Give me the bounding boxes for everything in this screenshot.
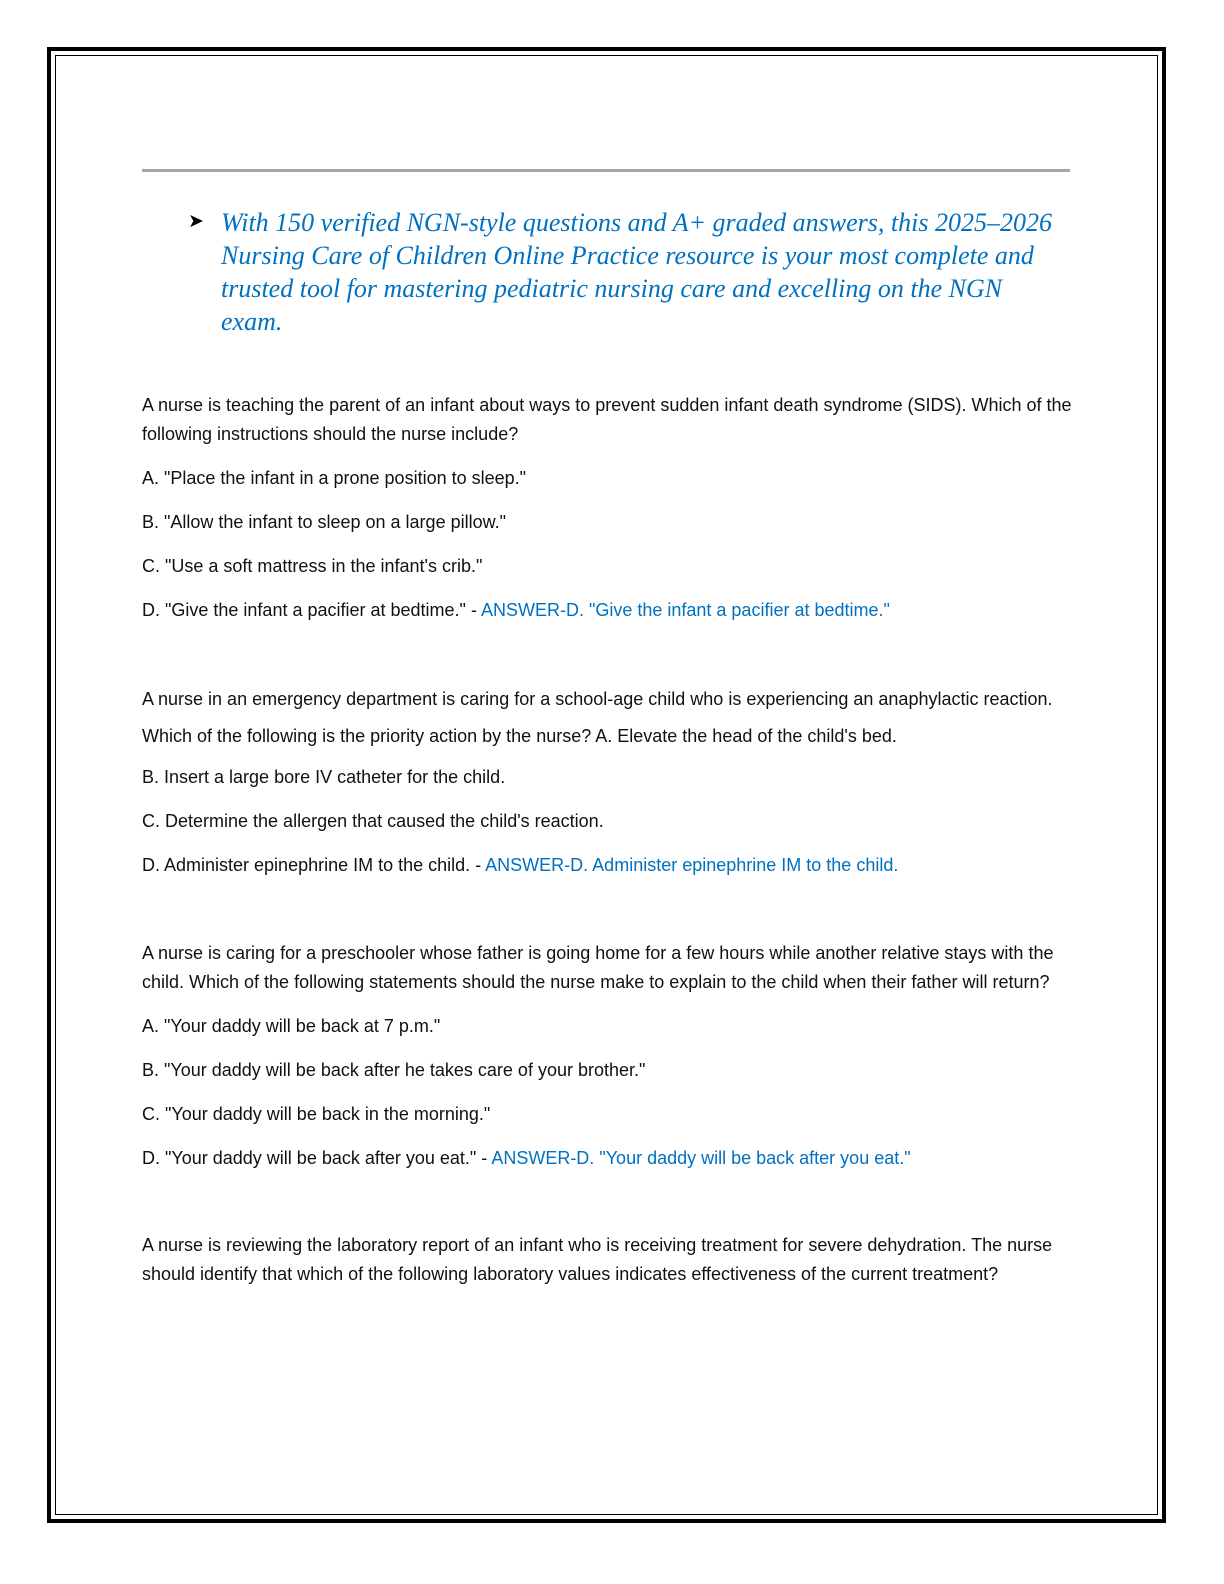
horizontal-rule xyxy=(142,169,1070,172)
option-c: C. "Use a soft mattress in the infant's crib." xyxy=(142,556,483,576)
question-stem: A nurse is teaching the parent of an infant about ways to prevent sudden infant death syndrome (SIDS). Which of the following instructions should the nurse include? xyxy=(142,395,1072,444)
option-b: B. "Your daddy will be back after he takes care of your brother." xyxy=(142,1060,646,1080)
intro-text: With 150 verified NGN-style questions and A+ graded answers, this 2025–2026 Nursing Care of Children Online Practice resource is your most complete and trusted tool for mastering pediatric nursing care and excelling on the NGN exam. xyxy=(221,208,1052,336)
option-d xyxy=(142,596,1077,625)
question-list xyxy=(142,391,1077,1289)
option-b: B. Insert a large bore IV catheter for the child. xyxy=(142,767,506,787)
question-2 xyxy=(142,681,1077,880)
question-stem: A nurse is caring for a preschooler whose father is going home for a few hours while another relative stays with the child. Which of the following statements should the nurse make to explain to the child when their father will return? xyxy=(142,943,1054,992)
question-1 xyxy=(142,391,1077,625)
question-stem: A nurse in an emergency department is caring for a school-age child who is experiencing an anaphylactic reaction. Which of the following is the priority action by the nurse? A. Elevate the head of the child's bed. xyxy=(142,689,1053,746)
intro-bullet xyxy=(188,206,1068,338)
option-a: A. "Place the infant in a prone position to sleep." xyxy=(142,468,527,488)
option-d xyxy=(142,1144,1077,1173)
option-d-text: D. "Your daddy will be back after you eat." - xyxy=(142,1148,492,1168)
option-c: C. "Your daddy will be back in the morning." xyxy=(142,1104,491,1124)
option-a: A. "Your daddy will be back at 7 p.m." xyxy=(142,1016,441,1036)
option-c: C. Determine the allergen that caused the child's reaction. xyxy=(142,811,604,831)
question-stem: A nurse is reviewing the laboratory report of an infant who is receiving treatment for severe dehydration. The nurse should identify that which of the following laboratory values indicates effectiveness of the current treatment? xyxy=(142,1235,1053,1284)
question-3 xyxy=(142,939,1077,1173)
option-d-text: D. "Give the infant a pacifier at bedtime." - xyxy=(142,600,481,620)
option-d xyxy=(142,851,1077,880)
arrow-bullet-icon: ➤ xyxy=(188,210,204,232)
option-b: B. "Allow the infant to sleep on a large pillow." xyxy=(142,512,506,532)
answer-text: ANSWER-D. Administer epinephrine IM to the child. xyxy=(485,855,899,875)
answer-text: ANSWER-D. "Your daddy will be back after you eat." xyxy=(491,1148,911,1168)
answer-text: ANSWER-D. "Give the infant a pacifier at bedtime." xyxy=(480,600,890,620)
question-4 xyxy=(142,1231,1077,1289)
option-d-text: D. Administer epinephrine IM to the child. - xyxy=(142,855,486,875)
